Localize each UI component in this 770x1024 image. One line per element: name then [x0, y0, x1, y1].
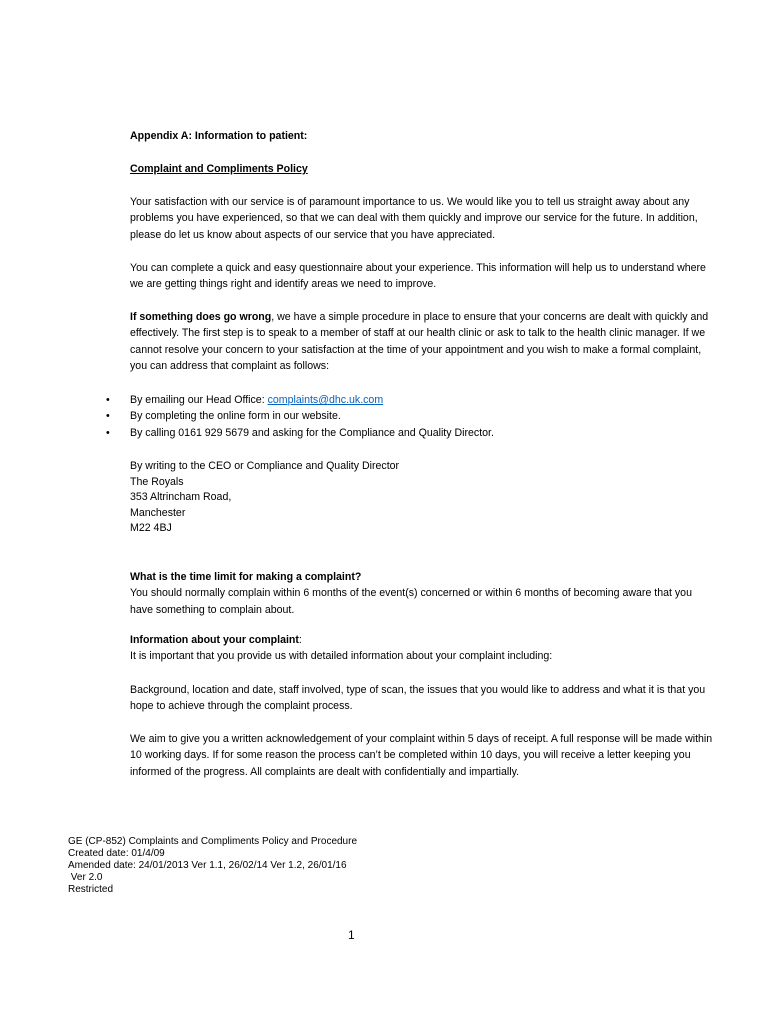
footer-line-4: Ver 2.0 — [68, 872, 103, 883]
complaint-info-text: It is important that you provide us with detailed information about your complaint including: — [130, 650, 553, 663]
list-item-email — [104, 392, 724, 408]
document-footer — [68, 836, 357, 896]
time-limit-section — [130, 569, 715, 618]
contact-methods-list — [104, 392, 724, 441]
background-paragraph: Background, location and date, staff involved, type of scan, the issues that you would like to address and what it is that you hope to achieve through the complaint process. — [130, 684, 706, 713]
policy-subheading: Complaint and Compliments Policy — [130, 163, 308, 175]
something-wrong-paragraph — [130, 309, 715, 375]
footer-line-1: GE (CP-852) Complaints and Compliments Policy and Procedure — [68, 836, 358, 847]
bullet-icon: • — [106, 426, 110, 439]
address-line-4: M22 4BJ — [130, 522, 172, 535]
list-item-calling — [104, 425, 724, 441]
email-prefix: By emailing our Head Office: — [130, 394, 268, 406]
bullet-icon: • — [106, 394, 110, 406]
address-intro: By writing to the CEO or Compliance and Quality Director — [130, 460, 400, 472]
list-item-online-form — [104, 408, 724, 424]
complaint-info-colon: : — [298, 634, 302, 646]
time-limit-text: You should normally complain within 6 months of the event(s) concerned or within 6 months of becoming aware that you have something to complain about. — [130, 587, 692, 616]
postal-address — [130, 459, 399, 537]
complaint-info-title: Information about your complaint — [130, 634, 299, 646]
questionnaire-paragraph: You can complete a quick and easy questionnaire about your experience. This information will help us to understand where we are getting things right and identify areas we need to improve. — [130, 262, 706, 291]
time-limit-title: What is the time limit for making a complaint? — [130, 571, 362, 583]
address-line-3: Manchester — [130, 506, 186, 519]
acknowledgement-paragraph: We aim to give you a written acknowledgement of your complaint within 5 days of receipt. A full response will be made within 10 working days. If for some reason the process can’t be completed within 10 days, you will receive a letter keeping you informed of the progress. All complaints are dealt with confidentially and impartially. — [130, 733, 713, 778]
footer-line-2: Created date: 01/4/09 — [68, 848, 165, 859]
address-line-1: The Royals — [130, 475, 184, 488]
something-wrong-bold: If something does go wrong — [130, 311, 272, 323]
bullet-icon: • — [106, 410, 110, 423]
something-wrong-text: , we have a simple procedure in place to ensure that your concerns are dealt with quickly and effectively. The first step is to speak to a member of staff at our health clinic or ask to talk to the health clinic manager. If we cannot resolve your concern to your satisfaction at the time of your appointment and you wish to make a formal complaint, you can address that complaint as follows: — [130, 311, 709, 373]
page-number: 1 — [348, 928, 355, 942]
online-form-text: By completing the online form in our website. — [130, 410, 341, 423]
address-line-2: 353 Altrincham Road, — [130, 491, 232, 504]
satisfaction-paragraph: Your satisfaction with our service is of paramount importance to us. We would like you to tell us straight away about any problems you have experienced, so that we can deal with them quickly and improve our service for the future. In addition, please do let us know about aspects of our service that you have appreciated. — [130, 196, 698, 241]
footer-line-3: Amended date: 24/01/2013 Ver 1.1, 26/02/14 Ver 1.2, 26/01/16 — [68, 860, 347, 871]
calling-text: By calling 0161 929 5679 and asking for the Compliance and Quality Director. — [130, 426, 494, 439]
footer-line-5: Restricted — [68, 884, 114, 895]
appendix-heading: Appendix A: Information to patient: — [130, 130, 308, 142]
complaint-info-section — [130, 632, 715, 665]
complaints-email-link[interactable]: complaints@dhc.uk.com — [267, 394, 384, 406]
complaint-info-heading — [130, 632, 715, 648]
